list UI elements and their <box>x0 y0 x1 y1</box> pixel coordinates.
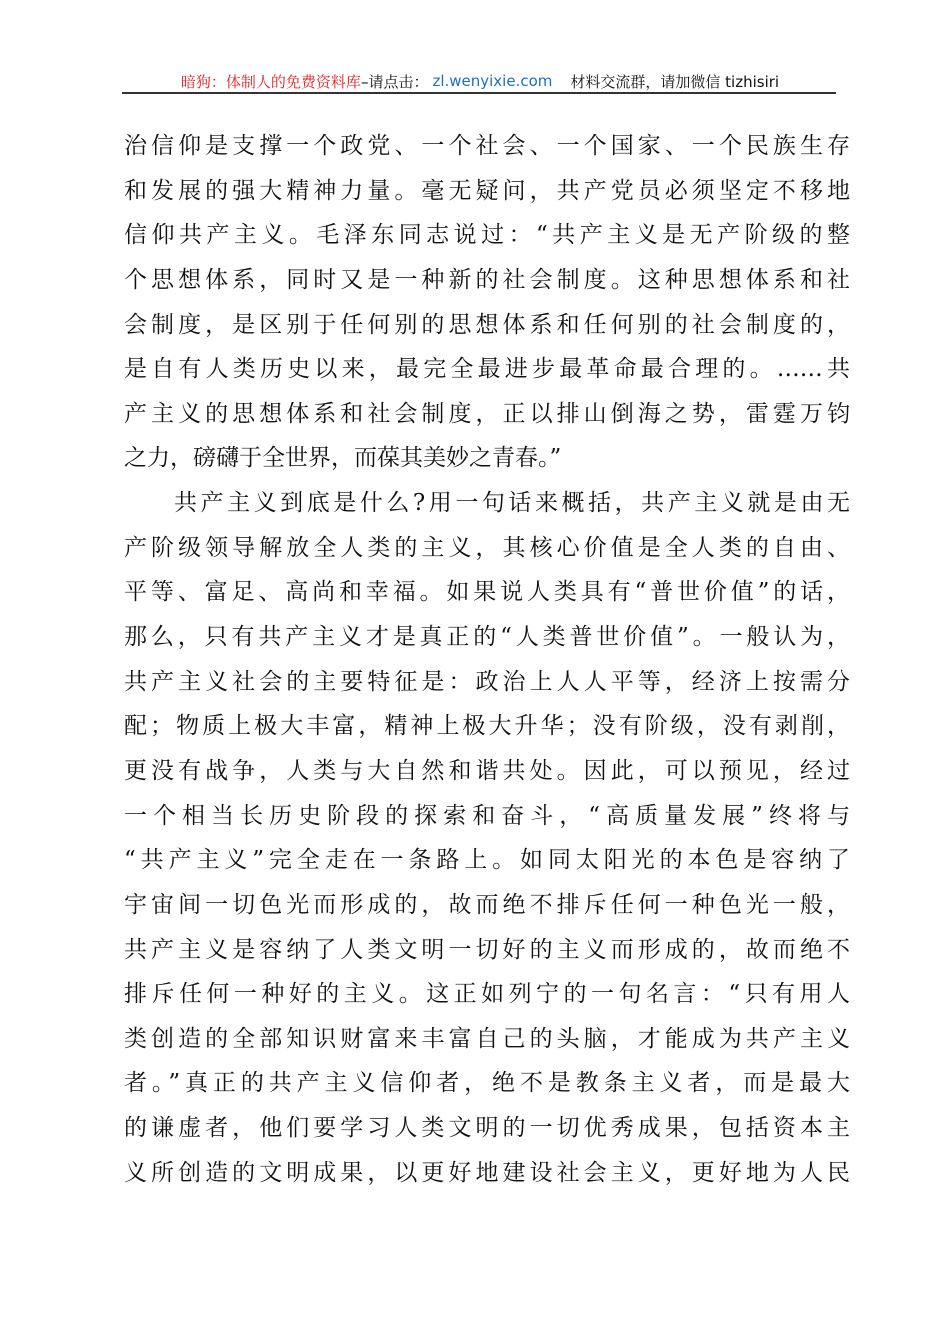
text-line: 平等、富足、高尚和幸福。如果说人类具有“普世价值”的话， <box>124 579 850 606</box>
document-body <box>124 124 850 1195</box>
header-divider <box>122 92 836 94</box>
text-line: “共产主义”完全走在一条路上。如同太阳光的本色是容纳了 <box>124 847 850 874</box>
page-header <box>124 70 836 92</box>
wechat-note: 材料交流群，请加微信 tizhisiri <box>570 72 780 91</box>
text-line: 是自有人类历史以来，最完全最进步最革命最合理的。……共 <box>124 356 850 383</box>
text-line: 那么，只有共产主义才是真正的“人类普世价值”。一般认为， <box>124 624 850 651</box>
text-line: 之力，磅礴于全世界，而葆其美妙之青春。” <box>124 445 562 472</box>
text-line: 配；物质上极大丰富，精神上极大升华；没有阶级，没有剥削， <box>124 713 850 740</box>
text-line: 排斥任何一种好的主义。这正如列宁的一句名言：“只有用人 <box>124 981 850 1008</box>
click-prompt: –请点击： <box>360 72 429 91</box>
text-line: 更没有战争，人类与大自然和谐共处。因此，可以预见，经过 <box>124 757 850 784</box>
text-line: 宇宙间一切色光而形成的，故而绝不排斥任何一种色光一般， <box>124 891 850 918</box>
text-line: 和发展的强大精神力量。毫无疑问，共产党员必须坚定不移地 <box>124 177 850 204</box>
text-line: 信仰共产主义。毛泽东同志说过：“共产主义是无产阶级的整 <box>124 222 850 249</box>
text-line: 个思想体系，同时又是一种新的社会制度。这种思想体系和社 <box>124 266 850 293</box>
text-line: 类创造的全部知识财富来丰富自己的头脑，才能成为共产主义 <box>124 1025 850 1052</box>
text-line: 共产主义到底是什么?用一句话来概括，共产主义就是由无 <box>174 490 850 517</box>
text-line: 治信仰是支撑一个政党、一个社会、一个国家、一个民族生存 <box>124 133 850 159</box>
text-line: 会制度，是区别于任何别的思想体系和任何别的社会制度的， <box>124 311 850 338</box>
text-line: 者。”真正的共产主义信仰者，绝不是教条主义者，而是最大 <box>124 1070 850 1097</box>
site-name: 暗狗：体制人的免费资料库 <box>180 72 361 91</box>
text-line: 产阶级领导解放全人类的主义，其核心价值是全人类的自由、 <box>124 534 850 561</box>
text-line: 一个相当长历史阶段的探索和奋斗，“高质量发展”终将与 <box>124 802 850 829</box>
text-line: 共产主义是容纳了人类文明一切好的主义而形成的，故而绝不 <box>124 936 850 963</box>
text-line: 的谦虚者，他们要学习人类文明的一切优秀成果，包括资本主 <box>124 1115 850 1142</box>
text-line: 共产主义社会的主要特征是：政治上人人平等，经济上按需分 <box>124 668 850 695</box>
text-line: 义所创造的文明成果，以更好地建设社会主义，更好地为人民 <box>124 1159 850 1186</box>
site-link[interactable]: zl.wenyixie.com <box>432 72 553 90</box>
text-line: 产主义的思想体系和社会制度，正以排山倒海之势，雷霆万钧 <box>124 400 850 427</box>
